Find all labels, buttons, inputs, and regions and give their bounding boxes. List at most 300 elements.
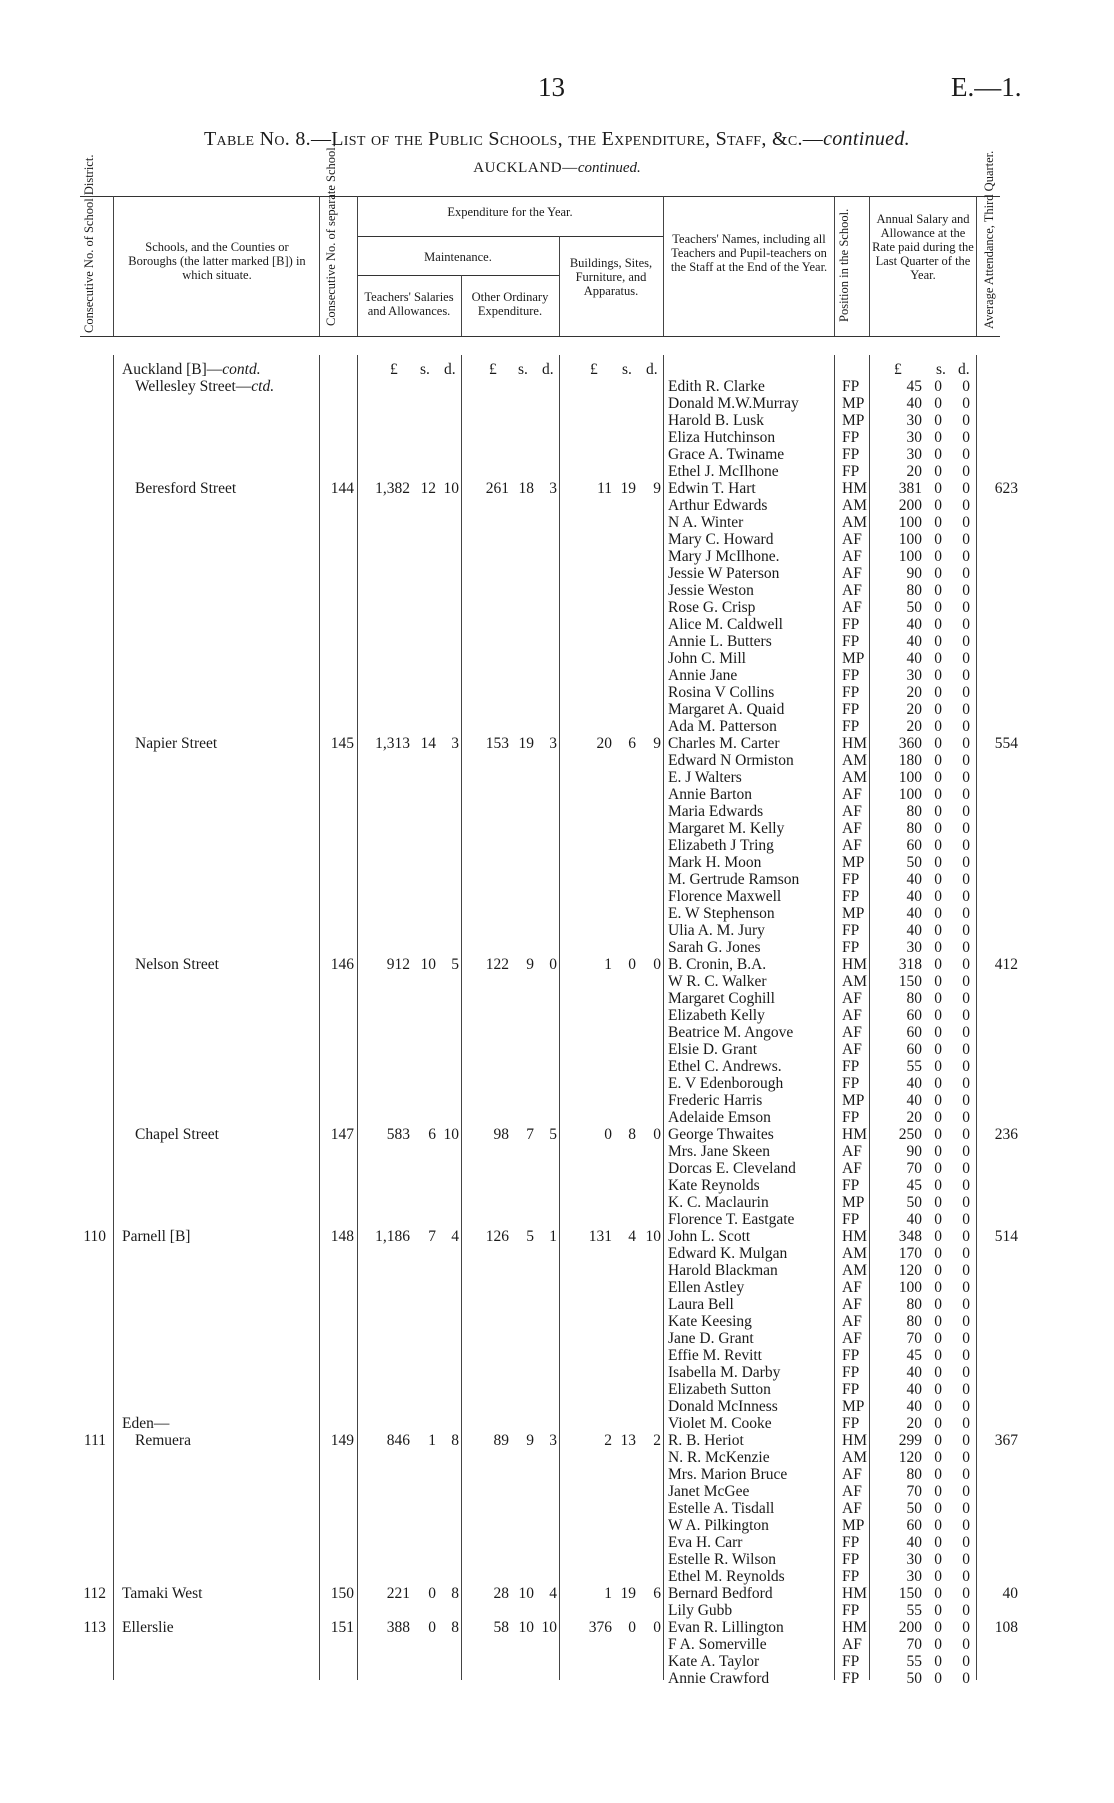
teacher-name: R. B. Heriot — [668, 1432, 744, 1449]
teacher-salary-pounds: 80 — [906, 990, 922, 1007]
teacher-salary-shillings: 0 — [934, 956, 942, 973]
teacher-position: FP — [842, 616, 860, 633]
teacher-name: E. W Stephenson — [668, 905, 775, 922]
teacher-position: FP — [842, 1602, 860, 1619]
buildings-pounds: 20 — [596, 735, 612, 752]
teacher-name: Rose G. Crisp — [668, 599, 756, 616]
teacher-name: E. J Walters — [668, 769, 742, 786]
teacher-salary-shillings: 0 — [934, 650, 942, 667]
teacher-salary-pence: 0 — [962, 548, 970, 565]
teacher-salary-pounds: 80 — [906, 803, 922, 820]
teacher-salary-pence: 0 — [962, 497, 970, 514]
teacher-position: AF — [842, 837, 862, 854]
teacher-salary-pounds: 250 — [898, 1126, 922, 1143]
teacher-salary-pounds: 40 — [906, 905, 922, 922]
teacher-salary-shillings: 0 — [934, 1058, 942, 1075]
teacher-position: FP — [842, 667, 860, 684]
teacher-name: Mark H. Moon — [668, 854, 762, 871]
header-maintenance: Maintenance. — [424, 250, 492, 264]
teacher-name: Estelle A. Tisdall — [668, 1500, 775, 1517]
school-number: 147 — [330, 1126, 354, 1143]
teacher-salary-shillings: 0 — [934, 1007, 942, 1024]
teacher-salary-shillings: 0 — [934, 1415, 942, 1432]
teacher-name: K. C. Maclaurin — [668, 1194, 769, 1211]
teacher-name: Florence T. Eastgate — [668, 1211, 795, 1228]
teacher-salary-pence: 0 — [962, 1466, 970, 1483]
teacher-salary-pounds: 70 — [906, 1636, 922, 1653]
page-number: 13 — [538, 72, 565, 102]
teacher-position: HM — [842, 1228, 867, 1245]
teacher-salary-pence: 0 — [962, 956, 970, 973]
teacher-salary-shillings: 0 — [934, 701, 942, 718]
teacher-salary-pence: 0 — [962, 463, 970, 480]
teacher-salary-shillings: 0 — [934, 1466, 942, 1483]
teacher-salary-shillings: 0 — [934, 1024, 942, 1041]
teacher-salary-pounds: 360 — [898, 735, 922, 752]
other-pence: 3 — [549, 735, 557, 752]
teacher-salary-pounds: 30 — [906, 1568, 922, 1585]
teacher-name: John C. Mill — [668, 650, 746, 667]
teacher-salary-pounds: 90 — [906, 1143, 922, 1160]
salaries-pence: 10 — [443, 1126, 459, 1143]
teacher-name: E. V Edenborough — [668, 1075, 784, 1092]
teacher-salary-pounds: 80 — [906, 1466, 922, 1483]
teacher-name: Rosina V Collins — [668, 684, 775, 701]
teacher-salary-pounds: 55 — [906, 1653, 922, 1670]
teacher-salary-pence: 0 — [962, 395, 970, 412]
teacher-salary-pounds: 180 — [898, 752, 922, 769]
table-title — [0, 128, 1114, 151]
teacher-position: FP — [842, 1670, 860, 1687]
teacher-name: Maria Edwards — [668, 803, 764, 820]
buildings-shillings: 4 — [628, 1228, 636, 1245]
teacher-name: Annie L. Butters — [668, 633, 772, 650]
teacher-position: HM — [842, 1619, 867, 1636]
teacher-name: Elizabeth Sutton — [668, 1381, 771, 1398]
teacher-position: MP — [842, 905, 865, 922]
other-pounds: 261 — [485, 480, 509, 497]
unit-pound: £ — [489, 361, 497, 378]
salaries-shillings: 0 — [428, 1585, 436, 1602]
teacher-salary-pounds: 40 — [906, 633, 922, 650]
teacher-salary-pence: 0 — [962, 1636, 970, 1653]
average-attendance: 623 — [994, 480, 1018, 497]
teacher-salary-pounds: 50 — [906, 854, 922, 871]
teacher-salary-pence: 0 — [962, 1364, 970, 1381]
teacher-salary-pence: 0 — [962, 752, 970, 769]
other-shillings: 10 — [518, 1585, 534, 1602]
salaries-pence: 8 — [451, 1432, 459, 1449]
teacher-salary-pence: 0 — [962, 820, 970, 837]
teacher-position: AF — [842, 1330, 862, 1347]
teacher-salary-shillings: 0 — [934, 565, 942, 582]
teacher-salary-pounds: 120 — [898, 1449, 922, 1466]
teacher-position: FP — [842, 1381, 860, 1398]
teacher-salary-pence: 0 — [962, 854, 970, 871]
teacher-salary-pence: 0 — [962, 1092, 970, 1109]
teacher-salary-pence: 0 — [962, 1551, 970, 1568]
salaries-pounds: 912 — [386, 956, 410, 973]
teacher-name: Arthur Edwards — [668, 497, 768, 514]
teacher-salary-pence: 0 — [962, 871, 970, 888]
buildings-pence: 9 — [653, 480, 661, 497]
buildings-pounds: 2 — [604, 1432, 612, 1449]
teacher-salary-pence: 0 — [962, 1398, 970, 1415]
teacher-salary-pence: 0 — [962, 769, 970, 786]
teacher-name: Edward N Ormiston — [668, 752, 794, 769]
header-expenditure: Expenditure for the Year. — [447, 205, 573, 219]
unit-pound: £ — [590, 361, 598, 378]
region-continued: continued. — [577, 160, 641, 176]
teacher-position: MP — [842, 854, 865, 871]
other-pence: 5 — [549, 1126, 557, 1143]
teacher-name: Ulia A. M. Jury — [668, 922, 765, 939]
body-col-rule — [663, 355, 664, 1680]
school-name: Beresford Street — [135, 480, 237, 497]
salaries-pounds: 583 — [386, 1126, 410, 1143]
district-number: 113 — [83, 1619, 106, 1636]
teacher-salary-pence: 0 — [962, 1160, 970, 1177]
teacher-salary-pence: 0 — [962, 599, 970, 616]
teacher-salary-shillings: 0 — [934, 871, 942, 888]
teacher-salary-shillings: 0 — [934, 990, 942, 1007]
buildings-pounds: 11 — [597, 480, 612, 497]
teacher-name: Mary J McIlhone. — [668, 548, 780, 565]
teacher-salary-shillings: 0 — [934, 1262, 942, 1279]
teacher-name: Elizabeth Kelly — [668, 1007, 765, 1024]
region-name: AUCKLAND— — [473, 160, 578, 176]
teacher-position: AM — [842, 1245, 867, 1262]
header-schools: Schools, and the Counties or Boroughs (the latter marked [B]) in which situate. — [128, 240, 306, 282]
teacher-position: HM — [842, 735, 867, 752]
teacher-salary-pence: 0 — [962, 446, 970, 463]
teacher-position: HM — [842, 1585, 867, 1602]
teacher-name: John L. Scott — [668, 1228, 751, 1245]
teacher-name: Donald McInness — [668, 1398, 778, 1415]
teacher-salary-pence: 0 — [962, 1024, 970, 1041]
teacher-salary-shillings: 0 — [934, 429, 942, 446]
school-name: Remuera — [135, 1432, 191, 1449]
teacher-salary-pence: 0 — [962, 1279, 970, 1296]
header-col-rule — [976, 196, 977, 336]
teacher-salary-pence: 0 — [962, 1568, 970, 1585]
other-pence: 3 — [549, 480, 557, 497]
teacher-name: Beatrice M. Angove — [668, 1024, 794, 1041]
body-col-rule — [559, 355, 560, 1680]
teacher-salary-pounds: 381 — [898, 480, 922, 497]
teacher-position: MP — [842, 1398, 865, 1415]
salaries-shillings: 0 — [428, 1619, 436, 1636]
teacher-position: FP — [842, 1211, 860, 1228]
teacher-name: Margaret M. Kelly — [668, 820, 785, 837]
teacher-salary-pence: 0 — [962, 1126, 970, 1143]
teacher-salary-shillings: 0 — [934, 1143, 942, 1160]
buildings-pence: 0 — [653, 1126, 661, 1143]
header-col-rule — [834, 196, 835, 336]
teacher-salary-shillings: 0 — [934, 973, 942, 990]
body-col-rule — [319, 355, 320, 1680]
teacher-salary-pounds: 55 — [906, 1602, 922, 1619]
teacher-salary-shillings: 0 — [934, 1432, 942, 1449]
teacher-salary-shillings: 0 — [934, 1636, 942, 1653]
teacher-position: FP — [842, 463, 860, 480]
continued-school-line — [135, 378, 274, 395]
teacher-salary-pence: 0 — [962, 565, 970, 582]
teacher-salary-shillings: 0 — [934, 1126, 942, 1143]
teacher-name: Effie M. Revitt — [668, 1347, 762, 1364]
teacher-salary-pounds: 40 — [906, 1075, 922, 1092]
teacher-salary-pence: 0 — [962, 514, 970, 531]
school-group-name: Eden— — [122, 1415, 170, 1432]
teacher-salary-pounds: 40 — [906, 395, 922, 412]
teacher-salary-shillings: 0 — [934, 463, 942, 480]
teacher-position: AF — [842, 582, 862, 599]
teacher-salary-shillings: 0 — [934, 1381, 942, 1398]
teacher-position: MP — [842, 650, 865, 667]
page-reference: E.—1. — [951, 72, 1022, 102]
table-title-continued: continued. — [823, 128, 910, 150]
unit-pence: d. — [958, 361, 970, 378]
teacher-position: FP — [842, 429, 860, 446]
teacher-salary-shillings: 0 — [934, 548, 942, 565]
teacher-salary-pounds: 20 — [906, 701, 922, 718]
body-col-rule — [113, 355, 114, 1680]
teacher-salary-pence: 0 — [962, 718, 970, 735]
teacher-salary-pounds: 70 — [906, 1160, 922, 1177]
average-attendance: 367 — [994, 1432, 1018, 1449]
teacher-position: AM — [842, 752, 867, 769]
teacher-salary-pence: 0 — [962, 531, 970, 548]
teacher-name: Estelle R. Wilson — [668, 1551, 777, 1568]
teacher-salary-shillings: 0 — [934, 1517, 942, 1534]
teacher-name: Dorcas E. Cleveland — [668, 1160, 796, 1177]
teacher-salary-pence: 0 — [962, 582, 970, 599]
teacher-position: FP — [842, 1075, 860, 1092]
teacher-salary-pounds: 150 — [898, 1585, 922, 1602]
teacher-salary-pence: 0 — [962, 1670, 970, 1687]
teacher-salary-shillings: 0 — [934, 1041, 942, 1058]
teacher-salary-pence: 0 — [962, 667, 970, 684]
teacher-position: HM — [842, 1432, 867, 1449]
salaries-shillings: 6 — [428, 1126, 436, 1143]
teacher-salary-shillings: 0 — [934, 769, 942, 786]
teacher-position: FP — [842, 1109, 860, 1126]
teacher-salary-shillings: 0 — [934, 378, 942, 395]
maintenance-subrule — [357, 275, 559, 276]
salaries-pence: 10 — [443, 480, 459, 497]
teacher-salary-pence: 0 — [962, 1432, 970, 1449]
buildings-pounds: 376 — [588, 1619, 612, 1636]
salaries-shillings: 10 — [420, 956, 436, 973]
school-name: Nelson Street — [135, 956, 219, 973]
teacher-name: Ethel C. Andrews. — [668, 1058, 782, 1075]
continued-school-line — [122, 361, 261, 378]
teacher-salary-shillings: 0 — [934, 1211, 942, 1228]
teacher-salary-shillings: 0 — [934, 1670, 942, 1687]
teacher-position: FP — [842, 1177, 860, 1194]
teacher-salary-shillings: 0 — [934, 786, 942, 803]
teacher-position: AM — [842, 973, 867, 990]
teacher-salary-shillings: 0 — [934, 446, 942, 463]
teacher-salary-pence: 0 — [962, 1194, 970, 1211]
continued-school-name: Auckland [B]— — [122, 361, 223, 378]
teacher-name: Annie Barton — [668, 786, 752, 803]
teacher-name: Annie Crawford — [668, 1670, 770, 1687]
teacher-name: Ellen Astley — [668, 1279, 745, 1296]
teacher-name: Donald M.W.Murray — [668, 395, 799, 412]
salaries-pence: 3 — [451, 735, 459, 752]
salaries-pounds: 846 — [386, 1432, 410, 1449]
teacher-position: AF — [842, 1024, 862, 1041]
teacher-salary-pounds: 30 — [906, 667, 922, 684]
teacher-salary-pence: 0 — [962, 1500, 970, 1517]
other-pounds: 153 — [485, 735, 509, 752]
teacher-position: AM — [842, 514, 867, 531]
teacher-salary-shillings: 0 — [934, 1653, 942, 1670]
teacher-name: Laura Bell — [668, 1296, 734, 1313]
teacher-name: Sarah G. Jones — [668, 939, 761, 956]
teacher-salary-pence: 0 — [962, 701, 970, 718]
teacher-name: Charles M. Carter — [668, 735, 780, 752]
teacher-name: N A. Winter — [668, 514, 744, 531]
header-attendance: Average Attendance, Third Quarter. — [982, 150, 996, 329]
teacher-salary-shillings: 0 — [934, 1364, 942, 1381]
teacher-salary-pence: 0 — [962, 1534, 970, 1551]
buildings-shillings: 6 — [628, 735, 636, 752]
teacher-position: MP — [842, 1194, 865, 1211]
teacher-salary-shillings: 0 — [934, 1177, 942, 1194]
teacher-salary-shillings: 0 — [934, 1194, 942, 1211]
teacher-salary-shillings: 0 — [934, 1279, 942, 1296]
teacher-salary-shillings: 0 — [934, 1109, 942, 1126]
teacher-salary-pounds: 100 — [898, 548, 922, 565]
teacher-salary-pence: 0 — [962, 1330, 970, 1347]
teacher-name: Ada M. Patterson — [668, 718, 777, 735]
unit-shilling: s. — [622, 361, 632, 378]
other-shillings: 10 — [518, 1619, 534, 1636]
teacher-salary-shillings: 0 — [934, 1551, 942, 1568]
teacher-position: FP — [842, 922, 860, 939]
teacher-name: Edith R. Clarke — [668, 378, 765, 395]
teacher-name: Eva H. Carr — [668, 1534, 743, 1551]
teacher-salary-shillings: 0 — [934, 480, 942, 497]
teacher-salary-pence: 0 — [962, 990, 970, 1007]
header-position: Position in the School. — [837, 208, 851, 322]
teacher-salary-pence: 0 — [962, 1143, 970, 1160]
teacher-position: FP — [842, 871, 860, 888]
teacher-salary-pounds: 50 — [906, 1500, 922, 1517]
teacher-salary-pounds: 40 — [906, 1092, 922, 1109]
buildings-pounds: 1 — [604, 1585, 612, 1602]
teacher-name: Kate Keesing — [668, 1313, 752, 1330]
teacher-salary-pence: 0 — [962, 1228, 970, 1245]
teacher-salary-pence: 0 — [962, 412, 970, 429]
buildings-shillings: 0 — [628, 1619, 636, 1636]
header-other: Other Ordinary Expenditure. — [471, 290, 549, 318]
buildings-pounds: 0 — [604, 1126, 612, 1143]
teacher-salary-pounds: 20 — [906, 684, 922, 701]
continued-school-marker: ctd. — [251, 378, 275, 395]
teacher-salary-shillings: 0 — [934, 820, 942, 837]
teacher-position: FP — [842, 633, 860, 650]
teacher-salary-shillings: 0 — [934, 684, 942, 701]
teacher-salary-pounds: 20 — [906, 1109, 922, 1126]
teacher-salary-shillings: 0 — [934, 1534, 942, 1551]
teacher-salary-pounds: 30 — [906, 1551, 922, 1568]
other-pence: 10 — [541, 1619, 557, 1636]
teacher-salary-pounds: 40 — [906, 922, 922, 939]
school-name: Ellerslie — [122, 1619, 174, 1636]
teacher-salary-pounds: 40 — [906, 1534, 922, 1551]
teacher-salary-shillings: 0 — [934, 514, 942, 531]
body-col-rule — [357, 355, 358, 1680]
teacher-salary-pence: 0 — [962, 1041, 970, 1058]
teacher-salary-shillings: 0 — [934, 599, 942, 616]
school-number: 148 — [330, 1228, 354, 1245]
teacher-salary-shillings: 0 — [934, 1449, 942, 1466]
teacher-name: Elsie D. Grant — [668, 1041, 758, 1058]
teacher-salary-pounds: 40 — [906, 1364, 922, 1381]
teacher-name: M. Gertrude Ramson — [668, 871, 800, 888]
teacher-salary-pence: 0 — [962, 905, 970, 922]
teacher-salary-pounds: 30 — [906, 412, 922, 429]
teacher-salary-shillings: 0 — [934, 1500, 942, 1517]
salaries-pounds: 1,313 — [375, 735, 410, 752]
teacher-salary-pence: 0 — [962, 1058, 970, 1075]
salaries-pence: 4 — [451, 1228, 459, 1245]
teacher-position: AF — [842, 548, 862, 565]
teacher-salary-pence: 0 — [962, 1109, 970, 1126]
teacher-salary-pounds: 60 — [906, 1041, 922, 1058]
teacher-salary-pounds: 50 — [906, 599, 922, 616]
buildings-shillings: 13 — [620, 1432, 636, 1449]
teacher-position: FP — [842, 939, 860, 956]
teacher-salary-pounds: 55 — [906, 1058, 922, 1075]
table-title-main: Table No. 8.—List of the Public Schools, the Expenditure, Staff, &c.— — [204, 128, 824, 150]
teacher-salary-shillings: 0 — [934, 1330, 942, 1347]
teacher-name: Lily Gubb — [668, 1602, 733, 1619]
teacher-name: Adelaide Emson — [668, 1109, 771, 1126]
unit-shilling: s. — [420, 361, 430, 378]
teacher-position: FP — [842, 888, 860, 905]
teacher-salary-pounds: 100 — [898, 531, 922, 548]
teacher-position: FP — [842, 1347, 860, 1364]
teacher-salary-pence: 0 — [962, 735, 970, 752]
teacher-name: Mrs. Marion Bruce — [668, 1466, 788, 1483]
teacher-salary-shillings: 0 — [934, 1483, 942, 1500]
unit-shilling: s. — [936, 361, 946, 378]
teacher-salary-pence: 0 — [962, 1296, 970, 1313]
teacher-name: Kate Reynolds — [668, 1177, 760, 1194]
teacher-position: AF — [842, 786, 862, 803]
teacher-name: Mrs. Jane Skeen — [668, 1143, 771, 1160]
teacher-position: AF — [842, 565, 862, 582]
teacher-salary-pence: 0 — [962, 1347, 970, 1364]
expenditure-subrule — [357, 236, 663, 237]
teacher-salary-pounds: 40 — [906, 871, 922, 888]
teacher-salary-shillings: 0 — [934, 1585, 942, 1602]
teacher-salary-pounds: 40 — [906, 650, 922, 667]
salaries-pounds: 1,186 — [375, 1228, 410, 1245]
average-attendance: 412 — [994, 956, 1018, 973]
teacher-salary-shillings: 0 — [934, 854, 942, 871]
teacher-position: FP — [842, 1568, 860, 1585]
teacher-position: MP — [842, 1517, 865, 1534]
teacher-salary-shillings: 0 — [934, 1313, 942, 1330]
teacher-salary-shillings: 0 — [934, 1245, 942, 1262]
teacher-name: F A. Somerville — [668, 1636, 767, 1653]
buildings-pence: 9 — [653, 735, 661, 752]
